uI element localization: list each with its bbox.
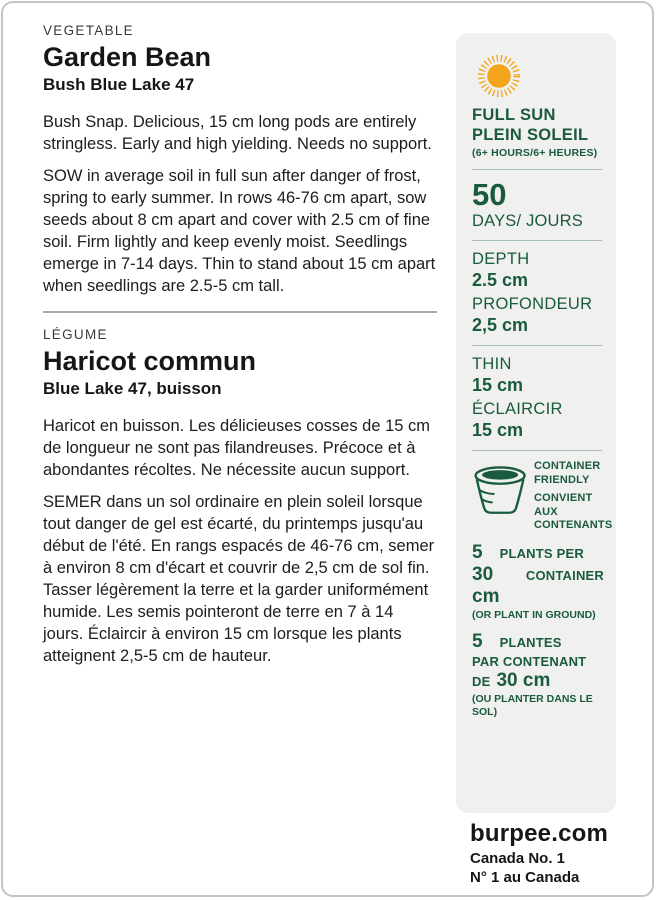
- category-label-en: VEGETABLE: [43, 23, 134, 38]
- seed-packet-back: [1, 1, 654, 897]
- french-section: [43, 327, 437, 667]
- full-sun-label: FULL SUN: [472, 106, 556, 124]
- variety-name-en: Bush Blue Lake 47: [43, 75, 195, 94]
- website-url: burpee.com: [470, 820, 609, 847]
- thin-value-en: 15 cm: [472, 375, 524, 395]
- depth-label-fr: PROFONDEUR: [472, 295, 593, 313]
- description-column: [43, 23, 437, 677]
- pot-icon: [472, 464, 530, 518]
- canada-no1-fr: N° 1 au Canada: [470, 869, 580, 886]
- canada-no1-en: Canada No. 1: [470, 850, 566, 867]
- sun-icon: [472, 49, 526, 103]
- thin-label-en: THIN: [472, 355, 512, 373]
- container-size-en: 30 cm: [472, 563, 500, 607]
- panel-divider: [472, 169, 602, 170]
- thin-label-fr: ÉCLAIRCIR: [472, 400, 563, 418]
- plants-per-container-fr: [472, 631, 604, 719]
- container-label-en: CONTAINER: [525, 567, 604, 583]
- category-label-fr: LÉGUME: [43, 327, 108, 342]
- growing-info-panel: [456, 33, 616, 813]
- depth-value-en: 2.5 cm: [472, 270, 529, 290]
- panel-divider: [472, 450, 602, 451]
- english-section: [43, 23, 437, 297]
- depth-label-en: DEPTH: [472, 250, 530, 268]
- panel-divider: [472, 345, 602, 346]
- ground-note-en: (OR PLANT IN GROUND): [472, 608, 596, 621]
- container-friendly-row: [472, 460, 613, 533]
- description-fr: Haricot en buisson. Les délicieuses cosses de 15 cm de longueur ne sont pas filandreuses. Précoce et à abondantes récoltes. Ne nécessite aucun support.: [43, 417, 431, 479]
- plant-count-fr: 5: [472, 630, 483, 652]
- plants-per-label-en: PLANTS PER: [499, 545, 584, 561]
- container-friendly-en: CONTAINER FRIENDLY: [534, 460, 601, 486]
- plant-title-en: Garden Bean: [43, 42, 212, 72]
- container-size-fr: 30 cm: [496, 669, 551, 691]
- days-value: 50: [472, 177, 507, 212]
- size-prefix-fr: DE: [472, 673, 491, 689]
- per-container-label-fr: PAR CONTENANT: [472, 653, 587, 669]
- plants-per-container-en: [472, 542, 604, 622]
- sowing-instructions-fr: SEMER dans un sol ordinaire en plein soleil lorsque tout danger de gel est écarté, du printemps jusqu'au début de l'été. En rangs espacés de 46-76 cm, semer à environ 8 cm d'écart et couvrir de 2,5 cm de sol fin. Tasser légèrement la terre et la garder uniformément humide. Les semis pointeront de terre en 7 à 14 jours. Éclaircir à environ 15 cm lorsque les plants atteignent 2,5-5 cm de hauteur.: [43, 493, 435, 665]
- footer: [470, 819, 608, 887]
- thin-value-fr: 15 cm: [472, 420, 524, 440]
- ground-note-fr: (OU PLANTER DANS LE SOL): [472, 692, 593, 718]
- days-label: DAYS/ JOURS: [472, 212, 583, 230]
- panel-divider: [472, 240, 602, 241]
- plein-soleil-label: PLEIN SOLEIL: [472, 126, 589, 144]
- plants-label-fr: PLANTES: [499, 634, 562, 650]
- container-friendly-fr: CONVIENT AUX CONTENANTS: [534, 492, 613, 531]
- sowing-instructions-en: SOW in average soil in full sun after danger of frost, spring to early summer. In rows 46-76 cm apart, sow seeds about 8 cm apart and cover with 2.5 cm of fine soil. Firm lightly and keep evenly moist. Seedlings emerge in 7-14 days. Thin to stand about 15 cm apart when seedlings are 2.5-5 cm tall.: [43, 167, 436, 295]
- plant-title-fr: Haricot commun: [43, 346, 257, 376]
- container-friendly-labels: [534, 460, 612, 533]
- plant-count-en: 5: [472, 541, 483, 563]
- language-divider: [43, 311, 437, 313]
- depth-value-fr: 2,5 cm: [472, 315, 529, 335]
- sun-hours-note: (6+ HOURS/6+ HEURES): [472, 147, 598, 159]
- variety-name-fr: Blue Lake 47, buisson: [43, 379, 222, 398]
- description-en: Bush Snap. Delicious, 15 cm long pods are entirely stringless. Early and high yielding. Needs no support.: [43, 113, 432, 153]
